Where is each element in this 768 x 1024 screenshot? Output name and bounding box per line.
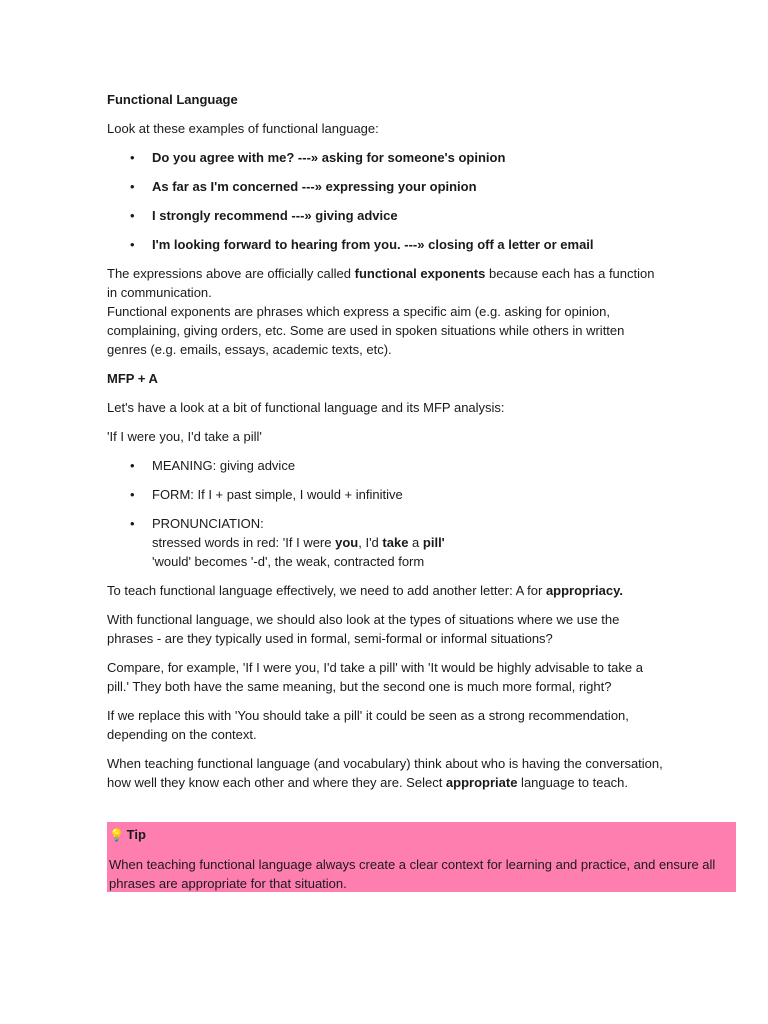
list-item: • PRONUNCIATION: stressed words in red: 'If I were you, I'd take a pill' 'would' becomes '-d', the weak, contracted form xyxy=(130,516,445,569)
list-item: • MEANING: giving advice xyxy=(130,458,296,473)
tip-box xyxy=(107,822,736,892)
exponents-definition: Functional exponents are phrases which express a specific aim (e.g. asking for opinion, complaining, giving orders, etc. Some are used in spoken situations while others in written genres (e.g. emails, essays, academic texts, etc). xyxy=(107,304,625,357)
list-item: • I'm looking forward to hearing from you. ---» closing off a letter or email xyxy=(130,237,594,252)
bullet-icon: • xyxy=(130,179,135,194)
bullet-icon: • xyxy=(130,150,135,165)
examples-list xyxy=(107,148,667,254)
bullet-icon: • xyxy=(130,458,135,473)
list-item: • Do you agree with me? ---» asking for someone's opinion xyxy=(130,150,506,165)
example-phrase: 'If I were you, I'd take a pill' xyxy=(107,429,262,444)
document-body xyxy=(107,90,667,802)
tip-title xyxy=(109,825,734,845)
appropriacy-paragraph: To teach functional language effectively, we need to add another letter: A for appropriacy. xyxy=(107,583,623,598)
tip-text: When teaching functional language always create a clear context for learning and practice, and ensure all phrases are appropriate for that situation. xyxy=(109,857,716,891)
list-item: • FORM: If I + past simple, I would + infinitive xyxy=(130,487,403,502)
exponents-paragraph: The expressions above are officially called functional exponents because each has a function in communication. xyxy=(107,266,655,300)
bullet-icon: • xyxy=(130,208,135,223)
list-item: • I strongly recommend ---» giving advice xyxy=(130,208,398,223)
replace-paragraph: If we replace this with 'You should take a pill' it could be seen as a strong recommendation, depending on the context. xyxy=(107,708,629,742)
page-title: Functional Language xyxy=(107,92,238,107)
situations-paragraph: With functional language, we should also look at the types of situations where we use the phrases - are they typically used in formal, semi-formal or informal situations? xyxy=(107,612,620,646)
tip-label: Tip xyxy=(126,827,146,842)
intro-text: Look at these examples of functional language: xyxy=(107,121,379,136)
bullet-icon: • xyxy=(130,237,135,252)
list-item: • As far as I'm concerned ---» expressing your opinion xyxy=(130,179,477,194)
compare-paragraph: Compare, for example, 'If I were you, I'd take a pill' with 'It would be highly advisable to take a pill.' They both have the same meaning, but the second one is much more formal, right? xyxy=(107,660,643,694)
lightbulb-icon: 💡 xyxy=(109,828,124,842)
mfp-intro: Let's have a look at a bit of functional language and its MFP analysis: xyxy=(107,400,505,415)
bullet-icon: • xyxy=(130,516,135,531)
teaching-paragraph: When teaching functional language (and vocabulary) think about who is having the conversation, how well they know each other and where they are. Select appropriate language to teach. xyxy=(107,756,663,790)
mfp-heading: MFP + A xyxy=(107,371,158,386)
analysis-list xyxy=(107,456,667,571)
bullet-icon: • xyxy=(130,487,135,502)
